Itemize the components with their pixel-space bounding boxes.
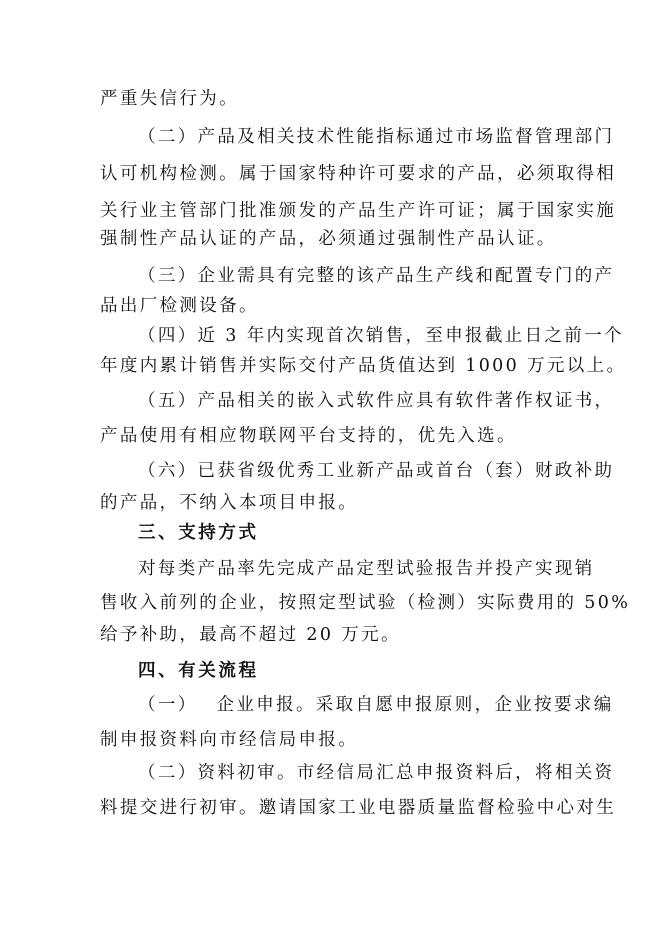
text-line: 产品使用有相应物联网平台支持的，优先入选。 (100, 426, 517, 446)
text-line: 对每类产品率先完成产品定型试验报告并投产实现销 (138, 559, 595, 579)
section-heading: 四、有关流程 (138, 661, 259, 681)
text-line: 给予补助，最高不超过 20 万元。 (100, 625, 401, 645)
text-line: （二）资料初审。市经信局汇总申报资料后，将相关资 (138, 763, 615, 783)
text-line: 制申报资料向市经信局申报。 (100, 730, 359, 750)
text-line: 强制性产品认证的产品，必须通过强制性产品认证。 (100, 229, 557, 249)
text-line: 的产品，不纳入本项目申报。 (100, 493, 359, 513)
text-line: （四）近 3 年内实现首次销售，至申报截止日之前一个 (138, 326, 624, 346)
text-line: 关行业主管部门批准颁发的产品生产许可证；属于国家实施 (100, 201, 617, 221)
text-line: 认可机构检测。属于国家特种许可要求的产品，必须取得相 (100, 164, 617, 184)
text-line: 料提交进行初审。邀请国家工业电器质量监督检验中心对生 (100, 798, 617, 818)
text-line: （一） 企业申报。采取自愿申报原则，企业按要求编 (138, 695, 614, 715)
text-line: 严重失信行为。 (100, 89, 239, 109)
text-line: （五）产品相关的嵌入式软件应具有软件著作权证书， (138, 391, 615, 411)
text-line: （三）企业需具有完整的该产品生产线和配置专门的产 (138, 266, 615, 286)
text-line: 售收入前列的企业，按照定型试验（检测）实际费用的 50% (100, 593, 631, 613)
text-line: （二）产品及相关技术性能指标通过市场监督管理部门 (138, 127, 615, 147)
text-line: 年度内累计销售并实际交付产品货值达到 1000 万元以上。 (100, 356, 627, 376)
section-heading: 三、支持方式 (138, 523, 259, 543)
text-line: 品出厂检测设备。 (100, 296, 259, 316)
text-line: （六）已获省级优秀工业新产品或首台（套）财政补助 (138, 461, 615, 481)
